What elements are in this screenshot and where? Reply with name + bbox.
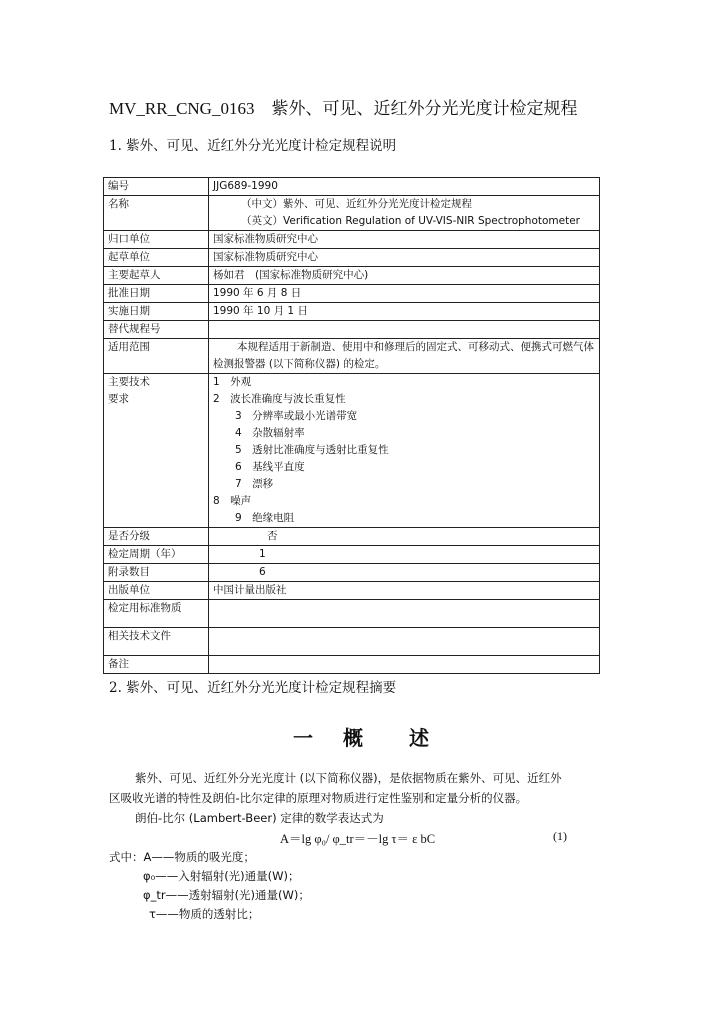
definition-incident-flux: φ₀——入射辐射(光)通量(W)； — [143, 869, 300, 883]
table-row — [104, 178, 600, 196]
scope-text: 本规程适用于新制造、使用中和修理后的固定式、可移动式、便携式可燃气体检测报警器 (以下简称仪器) 的检定。 — [213, 341, 594, 370]
overview-heading — [0, 722, 724, 751]
tech-item: 7 漂移 — [235, 478, 274, 490]
table-row — [104, 303, 600, 321]
tech-item: 1 外观 — [213, 376, 252, 388]
tech-item: 3 分辨率或最小光谱带宽 — [235, 410, 358, 422]
appendix-value: 6 — [209, 564, 600, 582]
tech-label-line-1: 主要技术 — [108, 376, 150, 388]
approve-date-value: 1990 年 6 月 8 日 — [209, 285, 600, 303]
notes-label: 备注 — [104, 656, 209, 674]
heading-char: 述 — [409, 726, 431, 750]
section-2-title: 2. 紫外、可见、近红外分光光度计检定规程摘要 — [109, 680, 397, 696]
dept-label: 归口单位 — [104, 231, 209, 249]
period-value: 1 — [209, 546, 600, 564]
drafting-unit-label: 起草单位 — [104, 249, 209, 267]
name-english: （英文）Verification Regulation of UV-VIS-NIR Spectrophotometer — [241, 215, 580, 227]
document-title: MV_RR_CNG_0163 紫外、可见、近红外分光光度计检定规程 — [109, 99, 578, 118]
paragraph-1-line-1: 紫外、可见、近红外分光光度计 (以下简称仪器)，是依据物质在紫外、可见、近红外 — [135, 771, 562, 785]
heading-char: 概 — [343, 726, 365, 750]
table-row — [104, 339, 600, 374]
tech-item: 5 透射比准确度与透射比重复性 — [235, 444, 389, 456]
tech-item: 8 噪声 — [213, 495, 252, 507]
grading-value: 否 — [209, 528, 600, 546]
paragraph-1-line-2: 区吸收光谱的特性及朗伯-比尔定律的原理对物质进行定性鉴别和定量分析的仪器。 — [109, 791, 528, 805]
table-row — [104, 546, 600, 564]
paragraph-2: 朗伯-比尔 (Lambert-Beer) 定律的数学表达式为 — [135, 811, 384, 825]
tech-item: 6 基线平直度 — [235, 461, 305, 473]
appendix-label: 附录数目 — [104, 564, 209, 582]
table-row — [104, 374, 600, 528]
tech-label — [104, 374, 209, 528]
effective-date-label: 实施日期 — [104, 303, 209, 321]
table-row — [104, 196, 600, 231]
drafter-value: 杨如君 (国家标准物质研究中心) — [209, 267, 600, 285]
period-label: 检定周期（年） — [104, 546, 209, 564]
related-label: 相关技术文件 — [104, 628, 209, 656]
name-value — [209, 196, 600, 231]
publisher-value: 中国计量出版社 — [209, 582, 600, 600]
tech-items — [209, 374, 600, 528]
definition-absorbance: 式中：A——物质的吸光度； — [109, 850, 255, 864]
dept-value: 国家标准物质研究中心 — [209, 231, 600, 249]
table-row — [104, 528, 600, 546]
name-label: 名称 — [104, 196, 209, 231]
approve-date-label: 批准日期 — [104, 285, 209, 303]
tech-item: 4 杂散辐射率 — [235, 427, 305, 439]
ref-material-label: 检定用标准物质 — [104, 600, 209, 628]
table-row — [104, 600, 600, 628]
drafter-label: 主要起草人 — [104, 267, 209, 285]
table-row — [104, 564, 600, 582]
publisher-label: 出版单位 — [104, 582, 209, 600]
grading-label: 是否分级 — [104, 528, 209, 546]
ref-material-value — [209, 600, 600, 628]
heading-char: 一 — [293, 726, 315, 750]
notes-value — [209, 656, 600, 674]
replaced-value — [209, 321, 600, 339]
replaced-label: 替代规程号 — [104, 321, 209, 339]
scope-label: 适用范围 — [104, 339, 209, 374]
scope-value — [209, 339, 600, 374]
table-row — [104, 582, 600, 600]
table-row — [104, 285, 600, 303]
table-row — [104, 231, 600, 249]
drafting-unit-value: 国家标准物质研究中心 — [209, 249, 600, 267]
table-row — [104, 656, 600, 674]
spec-table — [103, 177, 600, 674]
code-label: 编号 — [104, 178, 209, 196]
tech-item: 2 波长准确度与波长重复性 — [213, 393, 346, 405]
tech-label-line-2: 要求 — [108, 393, 129, 405]
table-row — [104, 321, 600, 339]
tech-item: 9 绝缘电阻 — [235, 512, 295, 524]
section-1-title: 1. 紫外、可见、近红外分光光度计检定规程说明 — [109, 138, 397, 154]
definition-transmittance: τ——物质的透射比； — [149, 907, 260, 921]
code-value: JJG689-1990 — [209, 178, 600, 196]
table-row — [104, 628, 600, 656]
effective-date-value: 1990 年 10 月 1 日 — [209, 303, 600, 321]
table-row — [104, 249, 600, 267]
formula-number: (1) — [553, 829, 567, 843]
definition-transmitted-flux: φ_tr——透射辐射(光)通量(W)； — [143, 888, 310, 902]
formula: A＝lg φ₀/ φ_tr＝－lg τ＝ ε bC — [280, 832, 436, 846]
name-chinese: （中文）紫外、可见、近红外分光光度计检定规程 — [241, 198, 472, 210]
table-row — [104, 267, 600, 285]
related-value — [209, 628, 600, 656]
